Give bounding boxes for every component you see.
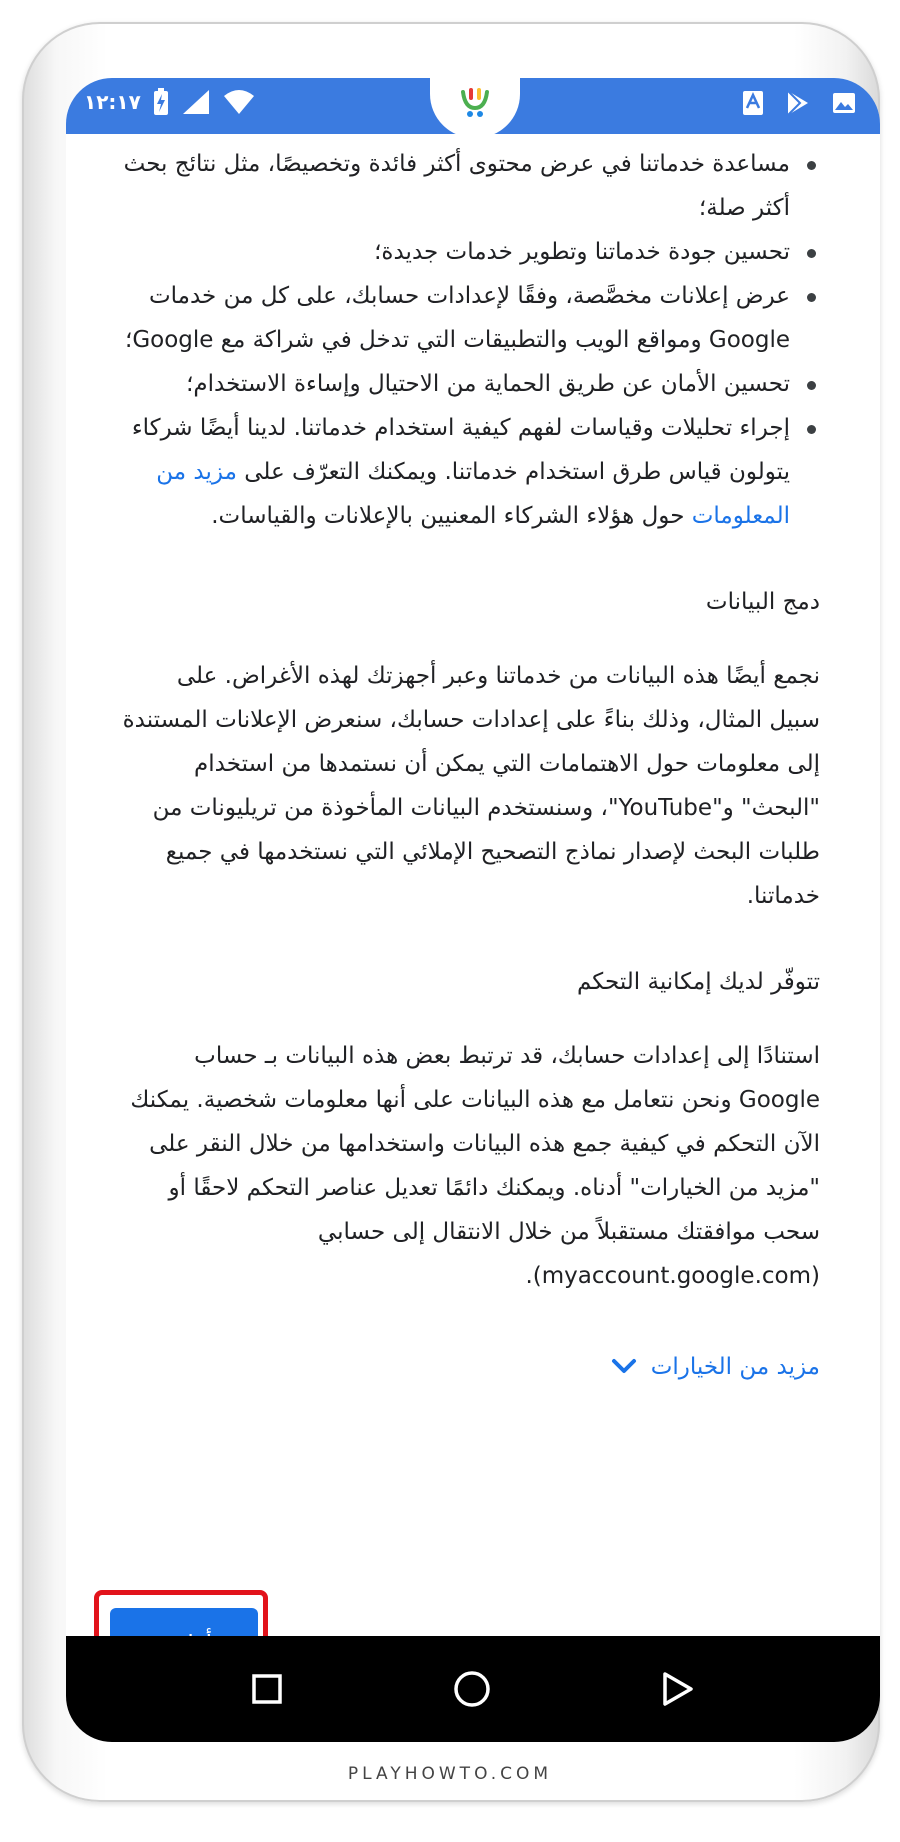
purposes-list bbox=[120, 142, 820, 538]
image-icon bbox=[832, 92, 856, 114]
list-item: تحسين جودة خدماتنا وتطوير خدمات جديدة؛ bbox=[120, 230, 790, 274]
section-text-control: استنادًا إلى إعدادات حسابك، قد ترتبط بعض هذه البيانات بـ حساب Google ونحن نتعامل مع هذه البيانات على أنها معلومات شخصية. يمكنك الآن التحكم في كيفية جمع هذه البيانات واستخدامها من خلال النقر على "مزيد من الخيارات" أدناه. ويمكنك دائمًا تعديل عناصر التحكم لاحقًا أو سحب موافقتك مستقبلاً من خلال الانتقال إلى حسابي (myaccount.google.com). bbox=[130, 1043, 820, 1289]
list-item-text: إجراء تحليلات وقياسات لفهم كيفية استخدام خدماتنا. لدينا أيضًا شركاء يتولون قياس طرق استخدام خدماتنا. ويمكنك التعرّف على bbox=[131, 415, 790, 485]
list-item bbox=[120, 406, 790, 538]
section-title-combining-data: دمج البيانات bbox=[705, 589, 820, 615]
list-item-text: حول هؤلاء الشركاء المعنيين بالإعلانات والقياسات. bbox=[211, 503, 692, 529]
camera-notch bbox=[430, 78, 520, 138]
status-left bbox=[84, 88, 255, 116]
wifi-icon bbox=[223, 89, 255, 115]
status-right bbox=[742, 90, 856, 116]
section-title-control: تتوفّر لديك إمكانية التحكم bbox=[577, 969, 820, 995]
play-store-icon bbox=[786, 90, 810, 116]
signal-icon bbox=[181, 88, 211, 116]
list-item: تحسين الأمان عن طريق الحماية من الاحتيال وإساءة الاستخدام؛ bbox=[120, 362, 790, 406]
navigation-bar bbox=[66, 1636, 880, 1742]
back-icon[interactable] bbox=[661, 1671, 695, 1707]
more-options-link[interactable] bbox=[120, 1354, 820, 1380]
consent-content bbox=[120, 142, 820, 1380]
list-item: عرض إعلانات مخصَّصة، وفقًا لإعدادات حسابك، على كل من خدمات Google ومواقع الويب والتطبيقات التي تدخل في شراكة مع Google؛ bbox=[120, 274, 790, 362]
phone-frame bbox=[22, 22, 880, 1802]
phone-screen bbox=[66, 78, 880, 1742]
learn-more-link[interactable]: مزيد من المعلومات bbox=[156, 459, 790, 529]
list-item: مساعدة خدماتنا في عرض محتوى أكثر فائدة وتخصيصًا، مثل نتائج بحث أكثر صلة؛ bbox=[120, 142, 790, 230]
chevron-down-icon bbox=[611, 1358, 637, 1376]
status-bar bbox=[66, 78, 880, 134]
translate-icon bbox=[742, 90, 764, 116]
watermark-brand: PLAYHOWTO.COM bbox=[347, 1764, 553, 1784]
more-options-label: مزيد من الخيارات bbox=[650, 1354, 820, 1380]
section-text-combining-data: نجمع أيضًا هذه البيانات من خدماتنا وعبر أجهزتك لهذه الأغراض. على سبيل المثال، وذلك بناءً على إعدادات حسابك، سنعرض الإعلانات المستندة إلى معلومات حول الاهتمامات التي يمكن أن نستمدها من استخدام "البحث" و"YouTube"، وسنستخدم البيانات المأخوذة من تريليونات من طلبات البحث لإصدار نماذج التصحيح الإملائي التي نستخدمها في جميع خدماتنا. bbox=[122, 663, 820, 909]
app-logo-icon bbox=[457, 84, 493, 120]
home-icon[interactable] bbox=[453, 1670, 491, 1708]
battery-charging-icon bbox=[153, 88, 169, 116]
recents-icon[interactable] bbox=[251, 1673, 283, 1705]
status-time: ١٢:١٧ bbox=[84, 90, 141, 114]
